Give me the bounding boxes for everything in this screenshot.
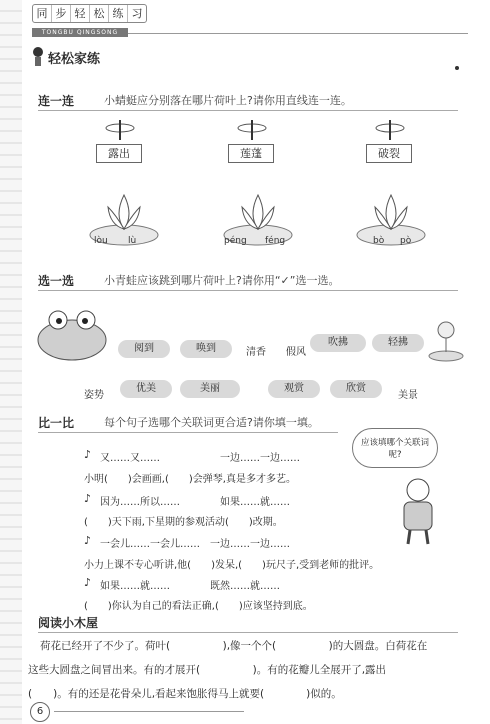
fill-sentence: 小力上课不专心听讲,他( )发呆,( )玩尺子,受到老师的批评。 — [84, 560, 380, 571]
header-rule — [128, 33, 468, 34]
lily-pad-option: 唤到 — [180, 340, 232, 358]
dragonfly-icon — [375, 118, 405, 144]
section-title: 连一连 — [38, 94, 75, 108]
pinyin-option: lù — [128, 236, 137, 246]
ink-dot — [455, 66, 459, 70]
word-card: 破裂 — [366, 144, 412, 163]
header-char: 轻 — [71, 5, 90, 22]
footer-rule — [54, 711, 244, 712]
dragonfly-icon — [237, 118, 267, 144]
lily-pad-option: 吹拂 — [310, 334, 366, 352]
fill-sentence: ( )你认为自己的看法正确,( )应该坚持到底。 — [84, 601, 313, 612]
pinyin-option: féng — [265, 236, 286, 246]
teacher-icon — [390, 476, 446, 550]
connector-options: 又……又…… 一边……一边…… — [100, 453, 300, 464]
word-card: 莲蓬 — [228, 144, 274, 163]
music-note-icon: ♪ — [84, 492, 92, 505]
connector-options: 因为……所以…… 如果……就…… — [100, 497, 290, 508]
reading-line: ( )。有的还是花骨朵儿,看起来饱胀得马上就要( )似的。 — [28, 688, 342, 700]
frog-icon — [32, 304, 112, 368]
page-number: 6 — [30, 702, 50, 722]
header-char: 松 — [90, 5, 109, 22]
dragonfly-icon — [105, 118, 135, 144]
mascot-icon — [30, 46, 46, 72]
header-char: 练 — [109, 5, 128, 22]
reading-line: 这些大圆盘之间冒出来。有的才展开( )。有的花瓣儿全展开了,露出 — [28, 664, 387, 676]
plain-word: 美景 — [398, 390, 418, 401]
word-card: 露出 — [96, 144, 142, 163]
speech-bubble: 应该填哪个关联词呢? — [352, 428, 438, 468]
section-instruction: 小青蛙应该跳到哪片荷叶上?请你用“✓”选一选。 — [104, 274, 340, 287]
section-title: 比一比 — [38, 416, 75, 430]
section-rule — [38, 110, 458, 111]
lily-pad-option: 阅到 — [118, 340, 170, 358]
fill-sentence: 小明( )会画画,( )会弹琴,真是多才多艺。 — [84, 474, 296, 485]
connector-options: 如果……就…… 既然……就…… — [100, 581, 280, 592]
binding-strip — [0, 0, 22, 724]
lotus-icon — [355, 185, 427, 251]
pinyin-option: bò — [373, 236, 385, 246]
music-note-icon: ♪ — [84, 534, 92, 547]
header-title-box — [32, 4, 147, 23]
lily-pad-option: 欣赏 — [330, 380, 382, 398]
section-instruction: 小蜻蜓应分别落在哪片荷叶上?请你用直线连一连。 — [104, 94, 352, 107]
header-char: 同 — [33, 5, 52, 22]
section-banner: 轻松家练 — [48, 52, 101, 67]
fill-sentence: ( )天下雨,下星期的参观活动( )改期。 — [84, 517, 283, 528]
plain-word: 清香 — [246, 347, 266, 358]
section-rule — [38, 432, 338, 433]
header-char: 步 — [52, 5, 71, 22]
section-rule — [38, 290, 458, 291]
lotus-pond-icon — [428, 318, 464, 366]
pinyin-option: péng — [224, 236, 247, 246]
section-instruction: 每个句子选哪个关联词更合适?请你填一填。 — [104, 416, 319, 429]
lily-pad-option: 美丽 — [180, 380, 240, 398]
connector-options: 一会儿……一会儿…… 一边……一边…… — [100, 539, 290, 550]
section-title: 选一选 — [38, 274, 75, 288]
lily-pad-option: 观赏 — [268, 380, 320, 398]
reading-line: 荷花已经开了不少了。荷叶( ),像一个个( )的大圆盘。白荷花在 — [40, 640, 428, 652]
header-char: 习 — [131, 7, 143, 20]
music-note-icon: ♪ — [84, 576, 92, 589]
lily-pad-option: 轻拂 — [372, 334, 424, 352]
pinyin-option: lòu — [94, 236, 108, 246]
plain-word: 假风 — [286, 347, 306, 358]
pinyin-option: pò — [400, 236, 412, 246]
header-pinyin-bar: TONGBU QINGSONG LIANXI — [32, 28, 128, 37]
music-note-icon: ♪ — [84, 448, 92, 461]
lily-pad-option: 优美 — [120, 380, 172, 398]
section-title: 阅读小木屋 — [38, 616, 99, 630]
section-rule — [38, 632, 458, 633]
plain-word: 姿势 — [84, 390, 104, 401]
